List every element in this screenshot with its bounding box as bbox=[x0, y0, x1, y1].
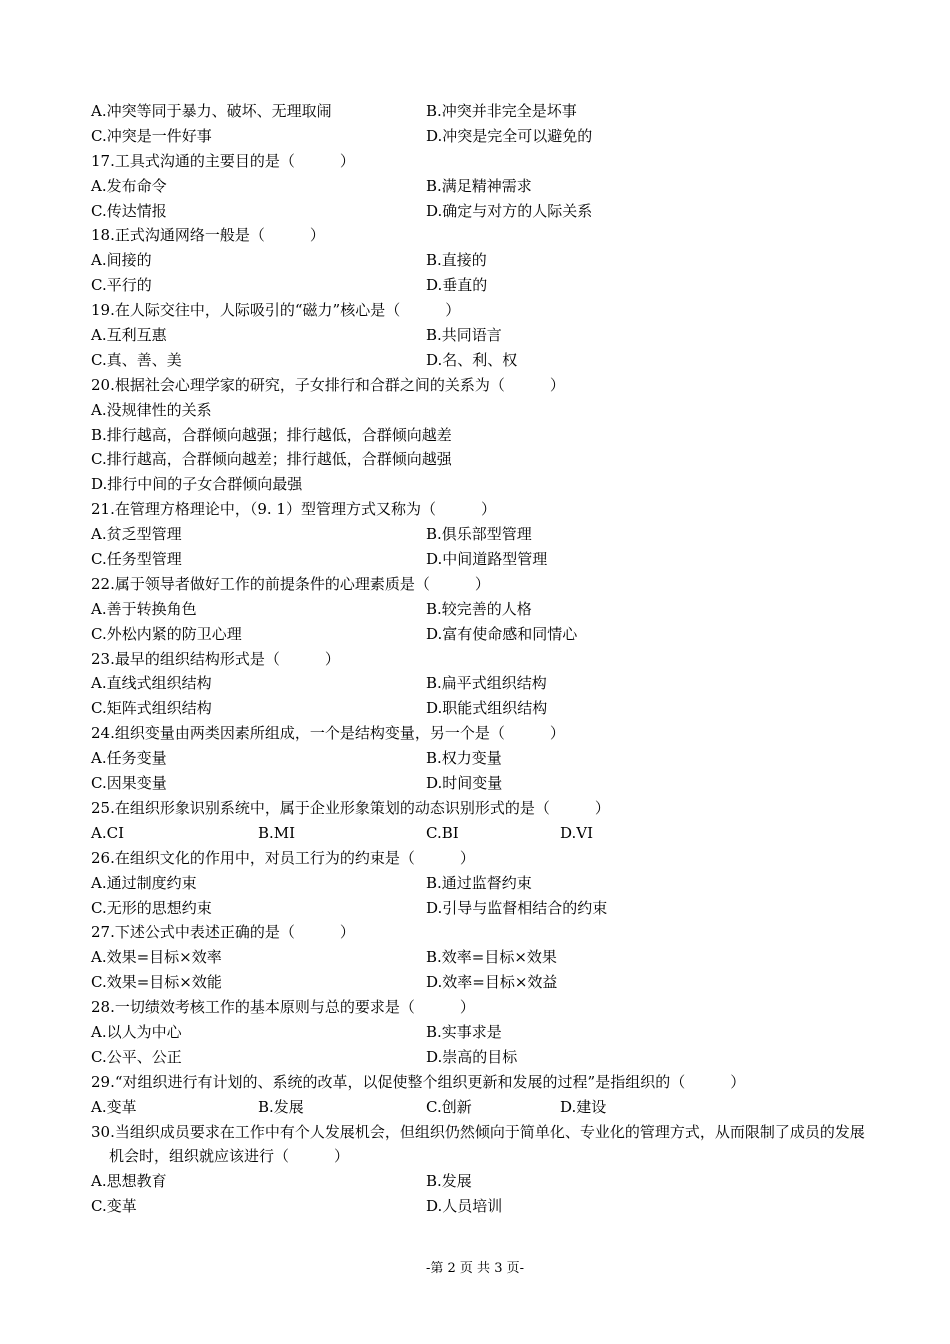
question-line: 24.组织变量由两类因素所组成，一个是结构变量，另一个是（ ） bbox=[91, 724, 565, 743]
options-row bbox=[91, 522, 871, 547]
options-row bbox=[91, 174, 871, 199]
options-row bbox=[91, 597, 871, 622]
options-row bbox=[91, 896, 871, 921]
question-line: 22.属于领导者做好工作的前提条件的心理素质是（ ） bbox=[91, 574, 490, 593]
answer-option: B.扁平式组织结构 bbox=[426, 674, 547, 693]
answer-option: D.效率=目标×效益 bbox=[426, 973, 558, 992]
answer-option: D.VI bbox=[560, 823, 594, 842]
answer-option: D.人员培训 bbox=[426, 1197, 503, 1216]
question-line: 17.工具式沟通的主要目的是（ ） bbox=[91, 151, 355, 170]
answer-option: B.共同语言 bbox=[426, 326, 502, 345]
answer-option: B.俱乐部型管理 bbox=[426, 525, 532, 544]
answer-option: A.发布命令 bbox=[91, 176, 167, 195]
question-line: D.排行中间的子女合群倾向最强 bbox=[91, 475, 303, 494]
options-row bbox=[91, 871, 871, 896]
question-line: 21.在管理方格理论中，（9. 1）型管理方式又称为（ ） bbox=[91, 500, 496, 519]
options-row bbox=[91, 248, 871, 273]
options-row bbox=[91, 622, 871, 647]
answer-option: D.垂直的 bbox=[426, 276, 488, 295]
options-row bbox=[91, 1020, 871, 1045]
answer-option: B.通过监督约束 bbox=[426, 873, 532, 892]
answer-option: C.效果=目标×效能 bbox=[91, 973, 222, 992]
options-row bbox=[91, 124, 871, 149]
options-row bbox=[91, 348, 871, 373]
answer-option: A.以人为中心 bbox=[91, 1022, 182, 1041]
answer-option: A.效果=目标×效率 bbox=[91, 948, 222, 967]
answer-option: A.间接的 bbox=[91, 251, 152, 270]
question-line: 19.在人际交往中，人际吸引的“磁力”核心是（ ） bbox=[91, 301, 461, 320]
answer-option: C.矩阵式组织结构 bbox=[91, 699, 212, 718]
options-row bbox=[91, 970, 871, 995]
answer-option: C.无形的思想约束 bbox=[91, 898, 212, 917]
page-footer: -第 2 页 共 3 页- bbox=[426, 1261, 524, 1276]
question-line: 27.下述公式中表述正确的是（ ） bbox=[91, 923, 355, 942]
answer-option: D.冲突是完全可以避免的 bbox=[426, 126, 593, 145]
answer-option: D.确定与对方的人际关系 bbox=[426, 201, 593, 220]
options-row bbox=[91, 821, 871, 846]
options-row bbox=[91, 1169, 871, 1194]
question-line: 20.根据社会心理学家的研究，子女排行和合群之间的关系为（ ） bbox=[91, 375, 565, 394]
answer-option: B.MI bbox=[258, 823, 296, 842]
answer-option: A.互利互惠 bbox=[91, 326, 167, 345]
answer-option: C.平行的 bbox=[91, 276, 152, 295]
answer-option: C.公平、公正 bbox=[91, 1047, 182, 1066]
answer-option: C.任务型管理 bbox=[91, 550, 182, 569]
question-line: 30.当组织成员要求在工作中有个人发展机会，但组织仍然倾向于简单化、专业化的管理方式，从而限制了成员的发展机会时，组织就应该进行（ ） bbox=[91, 1122, 865, 1166]
question-line: 28.一切绩效考核工作的基本原则与总的要求是（ ） bbox=[91, 998, 475, 1017]
answer-option: C.冲突是一件好事 bbox=[91, 126, 212, 145]
answer-option: D.崇高的目标 bbox=[426, 1047, 518, 1066]
question-line: 26.在组织文化的作用中，对员工行为的约束是（ ） bbox=[91, 848, 475, 867]
answer-option: C.创新 bbox=[426, 1097, 472, 1116]
answer-option: D.建设 bbox=[560, 1097, 607, 1116]
answer-option: A.思想教育 bbox=[91, 1172, 167, 1191]
question-line: B.排行越高，合群倾向越强；排行越低，合群倾向越差 bbox=[91, 425, 452, 444]
answer-option: A.直线式组织结构 bbox=[91, 674, 212, 693]
answer-option: D.引导与监督相结合的约束 bbox=[426, 898, 608, 917]
question-line: 18.正式沟通网络一般是（ ） bbox=[91, 226, 325, 245]
answer-option: D.名、利、权 bbox=[426, 350, 518, 369]
options-row bbox=[91, 746, 871, 771]
answer-option: A.冲突等同于暴力、破坏、无理取闹 bbox=[91, 102, 332, 120]
options-row bbox=[91, 273, 871, 298]
options-row bbox=[91, 771, 871, 796]
options-row bbox=[91, 1194, 871, 1219]
options-row bbox=[91, 199, 871, 224]
options-row bbox=[91, 696, 871, 721]
answer-option: C.BI bbox=[426, 823, 459, 842]
answer-option: A.变革 bbox=[91, 1097, 137, 1116]
options-row bbox=[91, 547, 871, 572]
options-row bbox=[91, 945, 871, 970]
answer-option: C.变革 bbox=[91, 1197, 137, 1216]
answer-option: B.较完善的人格 bbox=[426, 599, 532, 618]
question-line: A.没规律性的关系 bbox=[91, 400, 212, 419]
answer-option: C.传达情报 bbox=[91, 201, 167, 220]
question-line: 23.最早的组织结构形式是（ ） bbox=[91, 649, 340, 668]
answer-option: A.善于转换角色 bbox=[91, 599, 197, 618]
answer-option: C.外松内紧的防卫心理 bbox=[91, 624, 242, 643]
answer-option: A.任务变量 bbox=[91, 749, 167, 768]
answer-option: B.冲突并非完全是坏事 bbox=[426, 102, 577, 120]
answer-option: D.中间道路型管理 bbox=[426, 550, 548, 569]
answer-option: A.通过制度约束 bbox=[91, 873, 197, 892]
options-row bbox=[91, 323, 871, 348]
options-row bbox=[91, 1045, 871, 1070]
answer-option: B.发展 bbox=[258, 1097, 304, 1116]
answer-option: B.权力变量 bbox=[426, 749, 502, 768]
options-row bbox=[91, 671, 871, 696]
question-line: C.排行越高，合群倾向越差；排行越低，合群倾向越强 bbox=[91, 450, 452, 469]
question-line: 29.“对组织进行有计划的、系统的改革，以促使整个组织更新和发展的过程”是指组织的（ ） bbox=[91, 1072, 746, 1091]
answer-option: D.时间变量 bbox=[426, 774, 503, 793]
answer-option: A.贫乏型管理 bbox=[91, 525, 182, 544]
answer-option: C.因果变量 bbox=[91, 774, 167, 793]
answer-option: B.效率=目标×效果 bbox=[426, 948, 557, 967]
answer-option: B.发展 bbox=[426, 1172, 472, 1191]
answer-option: B.满足精神需求 bbox=[426, 176, 532, 195]
exam-page-content bbox=[91, 99, 871, 1219]
answer-option: C.真、善、美 bbox=[91, 350, 182, 369]
question-line: 25.在组织形象识别系统中，属于企业形象策划的动态识别形式的是（ ） bbox=[91, 798, 610, 817]
answer-option: B.实事求是 bbox=[426, 1022, 502, 1041]
answer-option: D.职能式组织结构 bbox=[426, 699, 548, 718]
options-row bbox=[91, 99, 871, 124]
answer-option: D.富有使命感和同情心 bbox=[426, 624, 578, 643]
answer-option: A.CI bbox=[91, 823, 125, 842]
answer-option: B.直接的 bbox=[426, 251, 487, 270]
options-row bbox=[91, 1095, 871, 1120]
